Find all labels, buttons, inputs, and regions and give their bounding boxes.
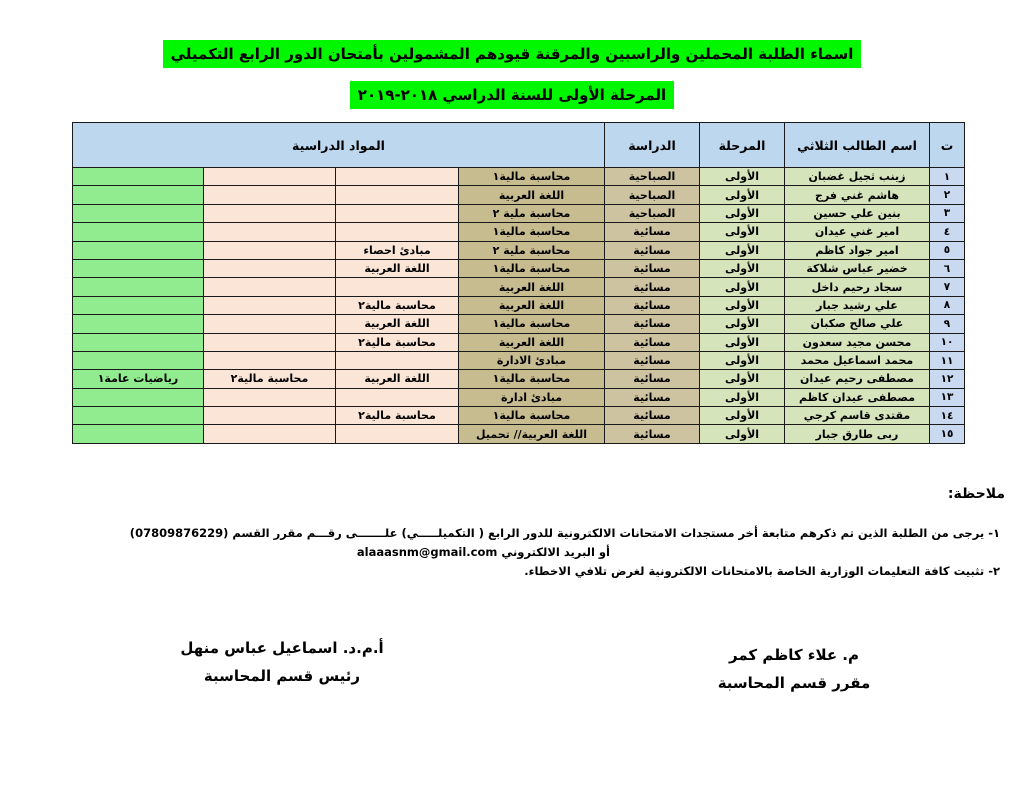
- subject-cell-1: محاسبة مالية١: [459, 223, 605, 241]
- students-table-container: [73, 122, 965, 444]
- subject-cell-1: اللغة العربية: [459, 296, 605, 314]
- study-type-cell: مسائية: [605, 315, 700, 333]
- subject-cell-1: اللغة العربية// تحميل: [459, 425, 605, 443]
- stage-cell: الأولى: [700, 425, 785, 443]
- student-name-cell: زينب ثجيل غضبان: [785, 168, 930, 186]
- subject-cell-1: محاسبة مالية١: [459, 168, 605, 186]
- subject-cell-1: مبادئ الادارة: [459, 351, 605, 369]
- stage-cell: الأولى: [700, 333, 785, 351]
- subject-cell-1: محاسبة ملية ٢: [459, 241, 605, 259]
- subject-cell-3: [204, 241, 336, 259]
- row-number-cell: ٩: [930, 315, 965, 333]
- stage-cell: الأولى: [700, 259, 785, 277]
- subject-cell-4: [72, 223, 203, 241]
- student-row: [72, 223, 964, 241]
- header-stage: المرحلة: [700, 123, 785, 168]
- subject-cell-3: [204, 425, 336, 443]
- subject-cell-2: محاسبة مالية٢: [336, 296, 459, 314]
- document-title-line-1: [0, 40, 1024, 68]
- student-name-cell: مصطفى عيدان كاظم: [785, 388, 930, 406]
- row-number-cell: ٧: [930, 278, 965, 296]
- subject-cell-4: [72, 259, 203, 277]
- subject-cell-1: اللغة العربية: [459, 278, 605, 296]
- row-number-cell: ٢: [930, 186, 965, 204]
- notes-block: [30, 524, 1000, 580]
- student-name-cell: بنين علي حسين: [785, 204, 930, 222]
- row-number-cell: ١٤: [930, 407, 965, 425]
- subject-cell-2: مبادئ احصاء: [336, 241, 459, 259]
- subject-cell-1: مبادئ ادارة: [459, 388, 605, 406]
- subject-cell-3: [204, 388, 336, 406]
- student-name-cell: محسن مجيد سعدون: [785, 333, 930, 351]
- stage-cell: الأولى: [700, 296, 785, 314]
- subject-cell-1: اللغة العربية: [459, 333, 605, 351]
- stage-cell: الأولى: [700, 241, 785, 259]
- note-item-1-continuation: [30, 543, 610, 561]
- signature-right-title: مقرر قسم المحاسبة: [717, 674, 871, 692]
- subject-cell-4: [72, 388, 203, 406]
- student-row: [72, 204, 964, 222]
- subject-cell-2: [336, 186, 459, 204]
- student-row: [72, 241, 964, 259]
- student-name-cell: امير غني عيدان: [785, 223, 930, 241]
- student-name-cell: خضير عباس شلاكة: [785, 259, 930, 277]
- subject-cell-2: [336, 278, 459, 296]
- row-number-cell: ٨: [930, 296, 965, 314]
- row-number-cell: ٣: [930, 204, 965, 222]
- subject-cell-4: [72, 315, 203, 333]
- note-item-2: ٢- تثبيت كافة التعليمات الوزارية الخاصة بالامتحانات الالكترونية لغرض تلافي الاخطاء.: [524, 564, 1000, 578]
- student-row: [72, 388, 964, 406]
- study-type-cell: مسائية: [605, 388, 700, 406]
- student-name-cell: علي رشيد جبار: [785, 296, 930, 314]
- header-subjects: المواد الدراسية: [72, 123, 604, 168]
- header-study: الدراسة: [605, 123, 700, 168]
- subject-cell-2: [336, 425, 459, 443]
- signature-left-name: أ.م.د. اسماعيل عباس منهل: [180, 639, 384, 657]
- subject-cell-4: [72, 296, 203, 314]
- subject-cell-4: [72, 333, 203, 351]
- subject-cell-1: اللغة العربية: [459, 186, 605, 204]
- subject-cell-1: محاسبة مالية١: [459, 315, 605, 333]
- subject-cell-4: [72, 241, 203, 259]
- row-number-cell: ١٢: [930, 370, 965, 388]
- row-number-cell: ١١: [930, 351, 965, 369]
- study-type-cell: مسائية: [605, 425, 700, 443]
- table-header-row: [72, 123, 964, 168]
- stage-cell: الأولى: [700, 388, 785, 406]
- signature-left-title: رئيس قسم المحاسبة: [203, 667, 361, 685]
- note-item-1: ١- يرجى من الطلبة الذين تم ذكرهم متابعة أخر مستجدات الامتحانات الالكترونية للدور الرابع ( التكميلـــــي) علـــــــى رقـــم مقرر القسم (07809876229): [129, 526, 1000, 540]
- row-number-cell: ١٠: [930, 333, 965, 351]
- study-type-cell: مسائية: [605, 351, 700, 369]
- note-email-address: alaaasnm@gmail.com: [356, 545, 498, 559]
- signature-department-rapporteur: [674, 641, 914, 697]
- subject-cell-2: محاسبة مالية٢: [336, 407, 459, 425]
- subject-cell-4: [72, 168, 203, 186]
- row-number-cell: ١٣: [930, 388, 965, 406]
- subject-cell-4: [72, 186, 203, 204]
- header-index: ت: [930, 123, 965, 168]
- row-number-cell: ٦: [930, 259, 965, 277]
- student-row: [72, 315, 964, 333]
- subject-cell-4: [72, 204, 203, 222]
- subject-cell-3: [204, 351, 336, 369]
- subject-cell-4: [72, 425, 203, 443]
- subject-cell-3: [204, 407, 336, 425]
- student-row: [72, 186, 964, 204]
- stage-cell: الأولى: [700, 223, 785, 241]
- student-name-cell: علي صالح صكبان: [785, 315, 930, 333]
- student-row: [72, 259, 964, 277]
- subject-cell-4: [72, 407, 203, 425]
- study-type-cell: الصباحية: [605, 168, 700, 186]
- subject-cell-2: محاسبة مالية٢: [336, 333, 459, 351]
- study-type-cell: مسائية: [605, 223, 700, 241]
- subject-cell-2: [336, 223, 459, 241]
- note-label: ملاحظة:: [947, 486, 1005, 502]
- subject-cell-2: اللغة العربية: [336, 315, 459, 333]
- study-type-cell: مسائية: [605, 296, 700, 314]
- student-name-cell: مقتدى قاسم كرجي: [785, 407, 930, 425]
- row-number-cell: ٥: [930, 241, 965, 259]
- subject-cell-1: محاسبة مالية١: [459, 407, 605, 425]
- study-type-cell: مسائية: [605, 333, 700, 351]
- row-number-cell: ١: [930, 168, 965, 186]
- subject-cell-3: محاسبة مالية٢: [204, 370, 336, 388]
- subject-cell-3: [204, 204, 336, 222]
- subject-cell-3: [204, 168, 336, 186]
- student-row: [72, 296, 964, 314]
- subject-cell-2: [336, 388, 459, 406]
- student-name-cell: سجاد رحيم داخل: [785, 278, 930, 296]
- study-type-cell: مسائية: [605, 407, 700, 425]
- row-number-cell: ١٥: [930, 425, 965, 443]
- stage-cell: الأولى: [700, 168, 785, 186]
- subject-cell-2: [336, 204, 459, 222]
- student-name-cell: هاشم غني فرج: [785, 186, 930, 204]
- signature-right-name: م. علاء كاظم كمر: [728, 646, 860, 664]
- study-type-cell: الصباحية: [605, 186, 700, 204]
- student-row: [72, 370, 964, 388]
- subject-cell-2: [336, 168, 459, 186]
- study-type-cell: مسائية: [605, 278, 700, 296]
- subject-cell-2: اللغة العربية: [336, 259, 459, 277]
- header-student-name: اسم الطالب الثلاثي: [785, 123, 930, 168]
- student-name-cell: مصطفى رحيم عيدان: [785, 370, 930, 388]
- students-table: [72, 122, 965, 444]
- document-title-line-2: [0, 81, 1024, 109]
- stage-cell: الأولى: [700, 278, 785, 296]
- note-email-prefix: أو البريد الالكتروني: [501, 545, 610, 559]
- study-type-cell: مسائية: [605, 370, 700, 388]
- study-type-cell: مسائية: [605, 259, 700, 277]
- study-type-cell: الصباحية: [605, 204, 700, 222]
- student-name-cell: محمد اسماعيل محمد: [785, 351, 930, 369]
- subject-cell-3: [204, 296, 336, 314]
- student-row: [72, 425, 964, 443]
- student-row: [72, 278, 964, 296]
- signature-department-head: [132, 634, 432, 690]
- subject-cell-3: [204, 333, 336, 351]
- stage-cell: الأولى: [700, 186, 785, 204]
- subject-cell-2: اللغة العربية: [336, 370, 459, 388]
- subject-cell-3: [204, 223, 336, 241]
- student-row: [72, 333, 964, 351]
- title-highlight-1: اسماء الطلبة المحملين والراسبين والمرقنة قيودهم المشمولين بأمتحان الدور الرابع التكميلي: [163, 40, 862, 68]
- stage-cell: الأولى: [700, 204, 785, 222]
- row-number-cell: ٤: [930, 223, 965, 241]
- student-name-cell: ربى طارق جبار: [785, 425, 930, 443]
- subject-cell-4: [72, 278, 203, 296]
- subject-cell-3: [204, 259, 336, 277]
- subject-cell-1: محاسبة ملية ٢: [459, 204, 605, 222]
- subject-cell-2: [336, 351, 459, 369]
- stage-cell: الأولى: [700, 370, 785, 388]
- student-name-cell: امير جواد كاظم: [785, 241, 930, 259]
- student-row: [72, 168, 964, 186]
- subject-cell-3: [204, 315, 336, 333]
- stage-cell: الأولى: [700, 407, 785, 425]
- title-highlight-2: المرحلة الأولى للسنة الدراسي ٢٠١٨-٢٠١٩: [350, 81, 674, 109]
- students-table-body: [72, 168, 964, 444]
- student-row: [72, 407, 964, 425]
- subject-cell-1: محاسبة مالية١: [459, 370, 605, 388]
- subject-cell-4: [72, 351, 203, 369]
- subject-cell-3: [204, 278, 336, 296]
- student-row: [72, 351, 964, 369]
- subject-cell-1: محاسبة مالية١: [459, 259, 605, 277]
- stage-cell: الأولى: [700, 315, 785, 333]
- subject-cell-4: رياضيات عامة١: [72, 370, 203, 388]
- subject-cell-3: [204, 186, 336, 204]
- stage-cell: الأولى: [700, 351, 785, 369]
- study-type-cell: مسائية: [605, 241, 700, 259]
